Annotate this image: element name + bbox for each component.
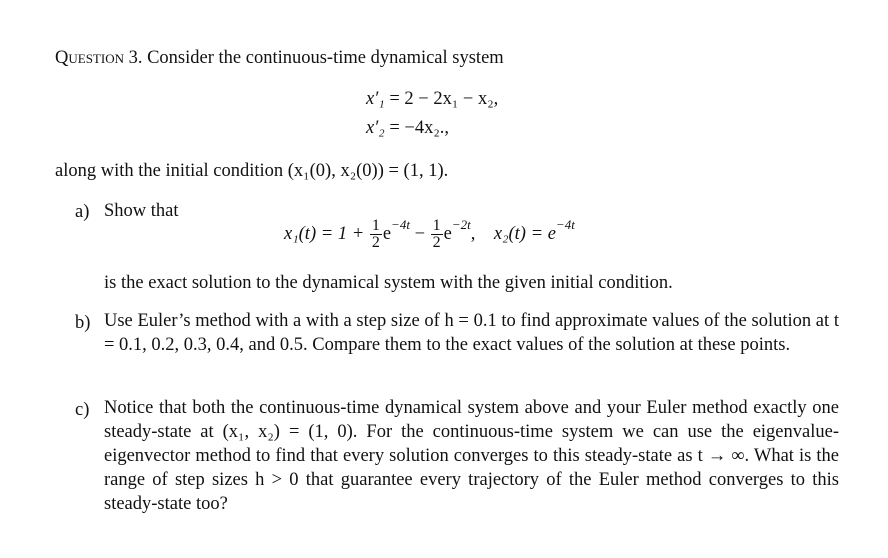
part-c-label: c): [75, 400, 90, 420]
frac-den-b: 2: [432, 234, 441, 251]
question-label: Question 3.: [55, 48, 143, 68]
part-a-label: a): [75, 202, 90, 222]
e-b: e: [443, 223, 452, 244]
x1-lhs: x₁(t) = 1 +: [284, 223, 365, 244]
frac-num-b: 1: [432, 217, 441, 234]
eq2-lhs: x′₂: [366, 118, 385, 138]
part-a-lead: Show that: [104, 201, 179, 221]
initial-condition: along with the initial condition (x₁(0), x₂(0)) = (1, 1).: [55, 161, 449, 181]
part-c-text: Notice that both the continuous-time dynamical system above and your Euler method exactly one steady-state at (x₁, x₂) = (1, 0). For the continuous-time system we can use the eigenvalue-eigenvector method to find that every solution converges to this steady-state as t → ∞. What is the range of step sizes h > 0 that guarantee every trajectory of the Euler method converges to this steady-state too?: [104, 398, 839, 514]
part-a-follow: is the exact solution to the dynamical system with the given initial condition.: [104, 273, 673, 293]
exponent-b: −2t: [451, 216, 471, 232]
eq2-rhs: = −4x₂.,: [389, 118, 450, 138]
system-equation-2: [366, 118, 449, 139]
fraction-one-half-a: [370, 218, 382, 251]
solution-formula: [284, 218, 575, 251]
formula-comma: ,: [470, 223, 476, 244]
exponent-c: −4t: [555, 216, 575, 232]
minus-sign: −: [414, 223, 425, 244]
part-b-label: b): [75, 313, 91, 333]
fraction-one-half-b: [431, 218, 443, 251]
eq1-lhs: x′₁: [366, 89, 385, 109]
question-intro: Consider the continuous-time dynamical system: [147, 48, 504, 68]
eq1-rhs: = 2 − 2x₁ − x₂,: [389, 89, 499, 109]
exponent-a: −4t: [391, 216, 410, 232]
e-a: e: [382, 223, 392, 244]
system-equation-1: [366, 89, 498, 110]
frac-num-a: 1: [371, 217, 380, 234]
question-header: [55, 49, 504, 68]
frac-den-a: 2: [371, 234, 380, 251]
x2-lhs: x₂(t) = e: [493, 223, 556, 244]
part-b-text: Use Euler’s method with a with a step size of h = 0.1 to find approximate values of the solution at t = 0.1, 0.2, 0.3, 0.4, and 0.5. Compare them to the exact values of the solution at these points.: [104, 311, 839, 355]
